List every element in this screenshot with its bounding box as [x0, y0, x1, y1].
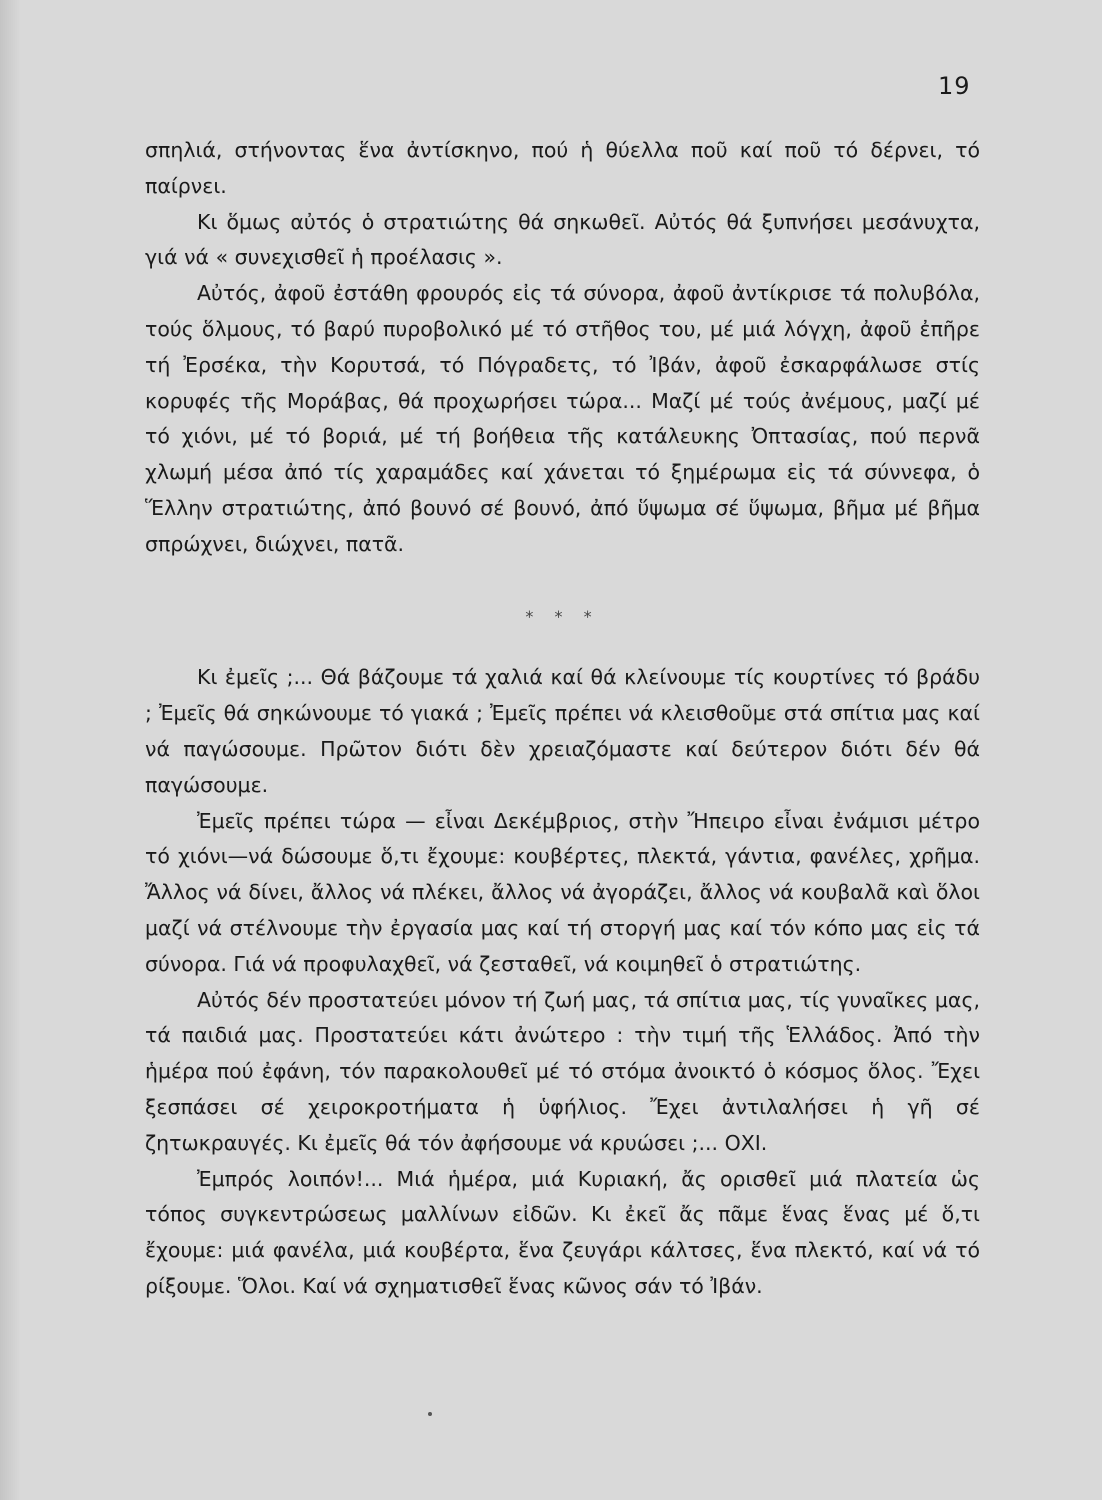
paragraph-1: σπηλιά, στήνοντας ἕνα ἀντίσκηνο, πού ἡ θύελλα ποῦ καί ποῦ τό δέρνει, τό παίρνει. — [145, 138, 980, 198]
page-number: 19 — [938, 72, 971, 100]
paragraph-5: Ἐμεῖς πρέπει τώρα — εἶναι Δεκέμβριος, στὴν Ἤπειρο εἶναι ἐνάμισι μέτρο τό χιόνι—νά δώσουμε ὅ,τι ἔχουμε: κουβέρτες, πλεκτά, γάντια, φανέλες, χρῆμα. Ἄλλος νά δίνει, ἄλλος νά πλέκει, ἄλλος νά ἀγοράζει, ἄλλος νά κουβαλᾶ καὶ ὅλοι μαζί νά στέλνουμε τὴν ἐργασία μας καί τή στοργή μας καί τόν κόπο μας εἰς τά σύνορα. Γιά νά προφυλαχθεῖ, νά ζεσταθεῖ, νά κοιμηθεῖ ὁ στρατιώτης. — [145, 808, 980, 976]
paragraph-7: Ἐμπρός λοιπόν!... Μιά ἡμέρα, μιά Κυριακή, ἄς ορισθεῖ μιά πλατεία ὡς τόπος συγκεντρώσεως μαλλίνων εἰδῶν. Κι ἐκεῖ ἄς πᾶμε ἕνας ἕνας μέ ὅ,τι ἔχουμε: μιά φανέλα, μιά κουβέρτα, ἕνα ζευγάρι κάλτσες, ἕνα πλεκτό, καί νά τό ρίξουμε. Ὅλοι. Καί νά σχηματισθεῖ ἕνας κῶνος σάν τό Ἰβάν. — [145, 1166, 980, 1298]
page-edge-shadow — [0, 0, 20, 1500]
paragraph-6: Αὐτός δέν προστατεύει μόνον τή ζωή μας, τά σπίτια μας, τίς γυναῖκες μας, τά παιδιά μας. Προστατεύει κάτι ἀνώτερο : τὴν τιμή τῆς Ἑλλάδος. Ἀπό τὴν ἡμέρα πού ἐφάνη, τόν παρακολουθεῖ μέ τό στόμα ἀνοικτό ὁ κόσμος ὅλος. Ἔχει ξεσπάσει σέ χειροκροτήματα ἡ ὑφήλιος. Ἔχει ἀντιλαλήσει ἡ γῆ σέ ζητωκραυγές. Κι ἐμεῖς θά τόν ἀφήσουμε νά κρυώσει ;... ΟΧΙ. — [145, 987, 980, 1155]
paragraph-2: Κι ὅμως αὐτός ὁ στρατιώτης θά σηκωθεῖ. Αὐτός θά ξυπνήσει μεσάνυχτα, γιά νά « συνεχισθεῖ ἡ προέλασις ». — [145, 209, 980, 270]
section-separator: * * * — [525, 606, 600, 626]
paragraph-4: Κι ἐμεῖς ;... Θά βάζουμε τά χαλιά καί θά κλείνουμε τίς κουρτίνες τό βράδυ ; Ἐμεῖς θά σηκώνουμε τό γιακά ; Ἐμεῖς πρέπει νά κλεισθοῦμε στά σπίτια μας καί νά παγώσουμε. Πρῶτον διότι δὲν χρειαζόμαστε καί δεύτερον διότι δέν θά παγώσουμε. — [145, 665, 980, 797]
body-text — [145, 133, 980, 1305]
paragraph-3: Αὐτός, ἀφοῦ ἐστάθη φρουρός εἰς τά σύνορα, ἀφοῦ ἀντίκρισε τά πολυβόλα, τούς ὅλμους, τό βαρύ πυροβολικό μέ τό στῆθος του, μέ μιά λόγχη, ἀφοῦ ἐπῆρε τή Ἐρσέκα, τὴν Κορυτσά, τό Πόγραδετς, τό Ἰβάν, ἀφοῦ ἐσκαρφάλωσε στίς κορυφές τῆς Μοράβας, θά προχωρήσει τώρα... Μαζί μέ τούς ἀνέμους, μαζί μέ τό χιόνι, μέ τό βοριά, μέ τή βοήθεια τῆς κατάλευκης Ὀπτασίας, πού περνᾶ χλωμή μέσα ἀπό τίς χαραμάδες καί χάνεται τό ξημέρωμα εἰς τά σύννεφα, ὁ Ἕλλην στρατιώτης, ἀπό βουνό σέ βουνό, ἀπό ὕψωμα σέ ὕψωμα, βῆμα μέ βῆμα σπρώχνει, διώχνει, πατᾶ. — [145, 281, 980, 556]
paper-speck — [428, 1412, 432, 1416]
